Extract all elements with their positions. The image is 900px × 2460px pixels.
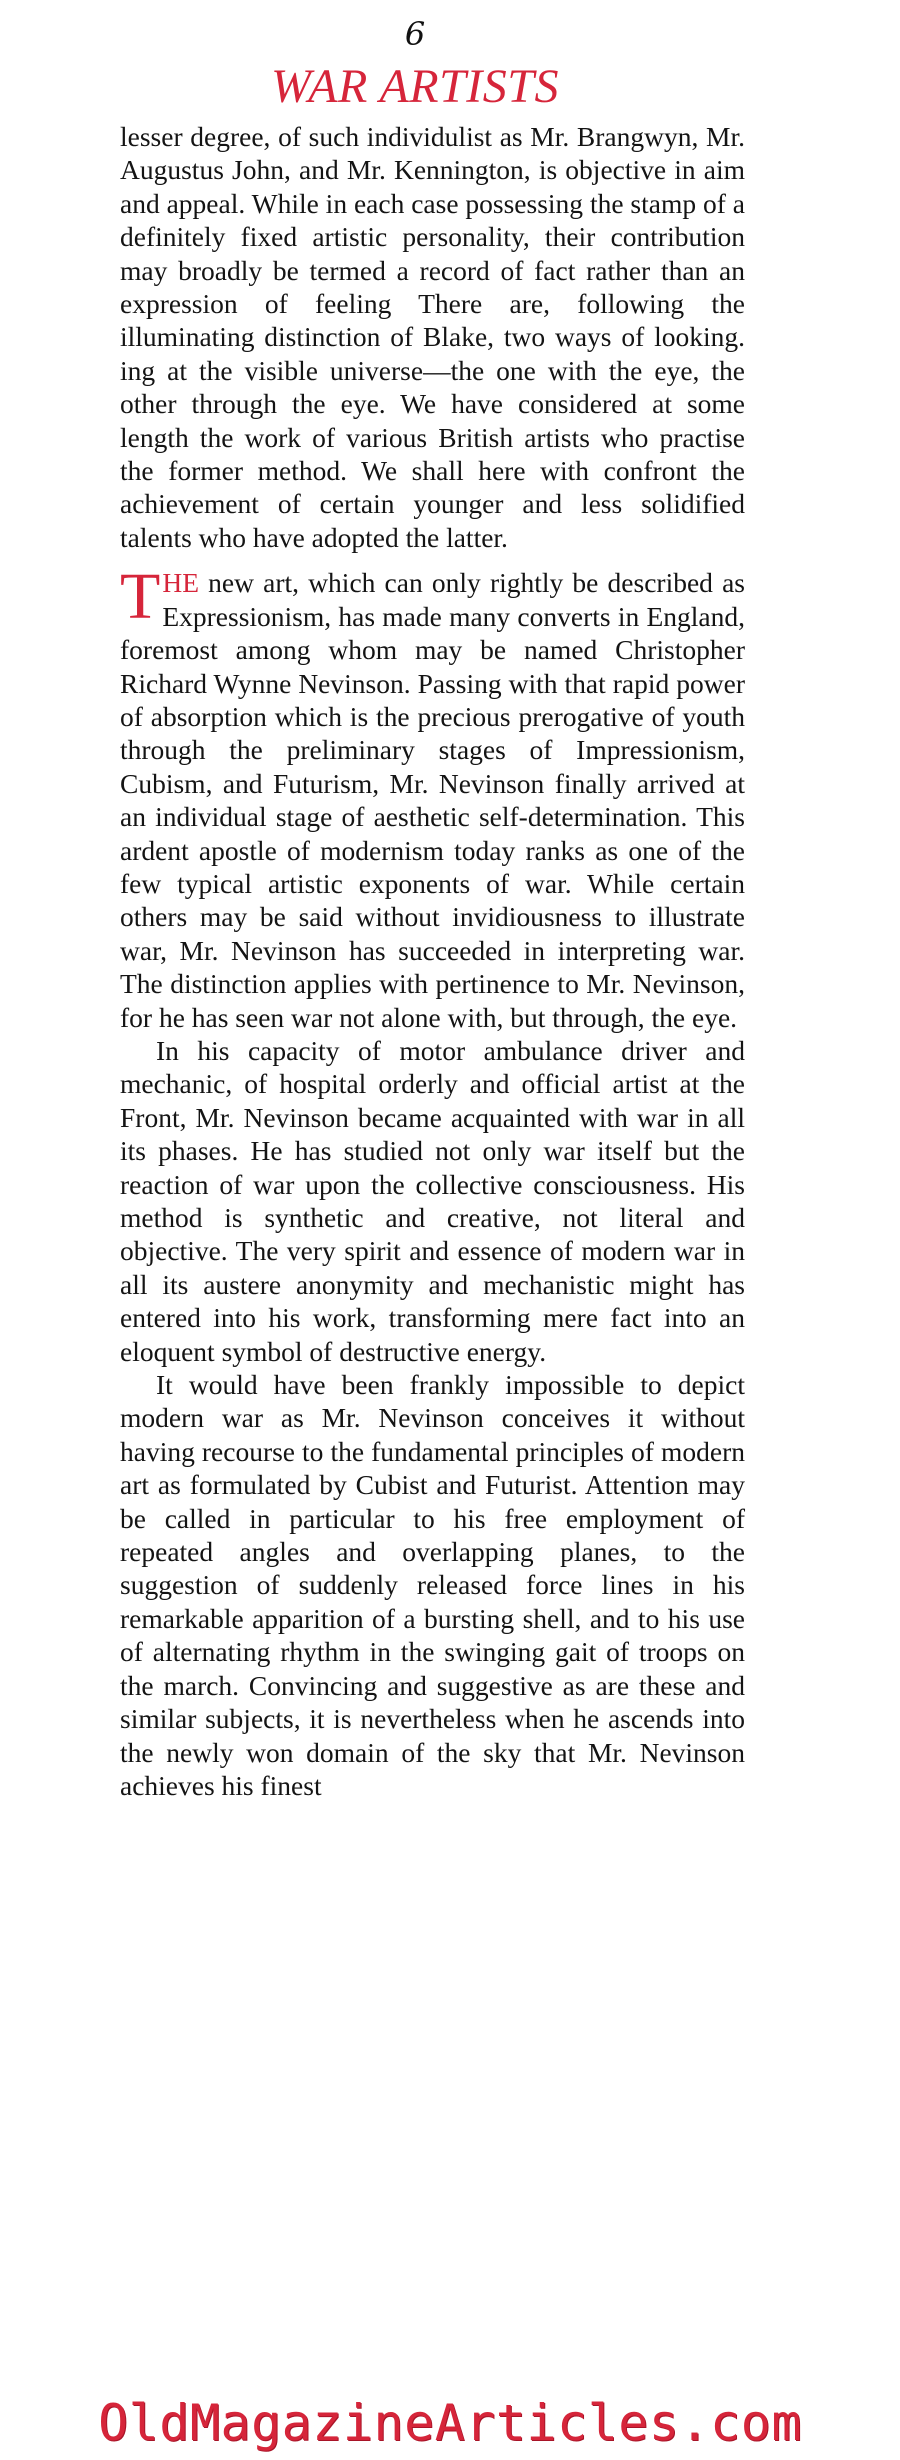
article-section <box>120 560 745 1802</box>
site-watermark: OldMagazineArticles.com <box>98 2394 802 2452</box>
first-paragraph-text: new art, which can only rightly be described as Expressionism, has made many converts in England, foremost among whom may be named Christopher Richard Wynne Nevinson. Passing with that rapid power of absorption which is the precious prerogative of youth through the preliminary stages of Impressionism, Cubism, and Futurism, Mr. Nevinson finally arrived at an individual stage of aesthetic self-determination. This ardent apostle of modernism today ranks as one of the few typical artistic exponents of war. While certain others may be said without invidiousness to illustrate war, Mr. Nevinson has succeeded in interpreting war. The distinction applies with pertinence to Mr. Nevinson, for he has seen war not alone with, but through, the eye. <box>120 567 745 1033</box>
lead-paragraph: lesser degree, of such individulist as Mr. Brangwyn, Mr. Augustus John, and Mr. Kennington, is objective in aim and appeal. While in each case possessing the stamp of a definitely fixed artistic personality, their contribution may broadly be termed a record of fact rather than an expression of feeling There are, following the illuminating distinction of Blake, two ways of looking. ing at the visible universe—the one with the eye, the other through the eye. We have considered at some length the work of various British artists who practise the former method. We shall here with confront the achievement of certain younger and less solidified talents who have adopted the latter. <box>120 121 745 553</box>
section-first-paragraph <box>120 560 745 1034</box>
section-second-paragraph: In his capacity of motor ambulance driver and mechanic, of hospital orderly and official artist at the Front, Mr. Nevinson became acquainted with war in all its phases. He has studied not only war itself but the reaction of war upon the collective consciousness. His method is synthetic and creative, not literal and objective. The very spirit and essence of modern war in all its austere anonymity and mechanistic might has entered into his work, transforming mere fact into an eloquent symbol of destructive energy. <box>120 1034 745 1367</box>
article-body <box>120 120 745 1802</box>
section-third-paragraph: It would have been frankly impossible to depict modern war as Mr. Nevinson conceives it without having recourse to the fundamental principles of modern art as formulated by Cubist and Futurist. Attention may be called in particular to his free employment of repeated angles and overlapping planes, to the suggestion of suddenly released force lines in his remarkable apparition of a bursting shell, and to his use of alternating rhythm in the swinging gait of troops on the march. Convincing and suggestive as are these and similar subjects, it is nevertheless when he ascends into the newly won domain of the sky that Mr. Nevinson achieves his finest <box>120 1369 745 1801</box>
page-number: 6 <box>404 15 426 53</box>
drop-cap-continuation: HE <box>162 567 199 599</box>
running-title: WAR ARTISTS <box>271 60 559 113</box>
drop-cap: T <box>120 560 161 634</box>
